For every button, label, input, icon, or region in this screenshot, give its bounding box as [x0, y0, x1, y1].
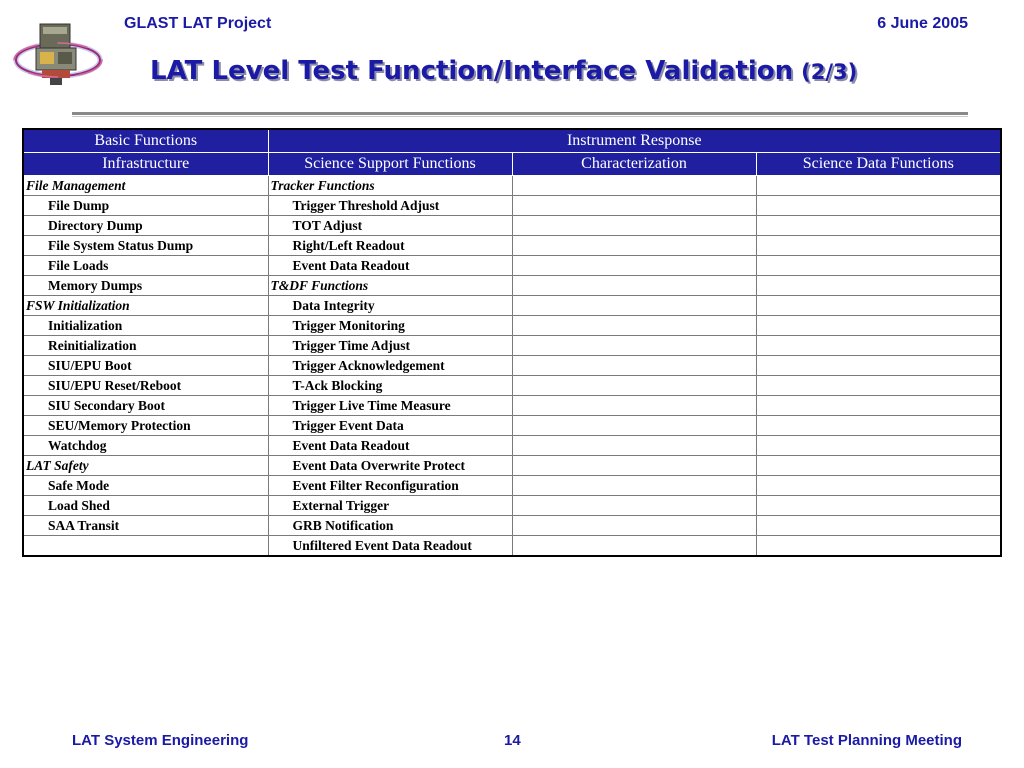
column-header-science-support: Science Support Functions — [268, 153, 512, 176]
science-data-cell — [756, 436, 1001, 456]
infrastructure-cell: Load Shed — [23, 496, 268, 516]
science-data-cell — [756, 536, 1001, 557]
infrastructure-cell: Watchdog — [23, 436, 268, 456]
science-support-cell: External Trigger — [268, 496, 512, 516]
infrastructure-cell: SIU/EPU Reset/Reboot — [23, 376, 268, 396]
table-row — [23, 436, 1001, 456]
characterization-cell — [512, 196, 756, 216]
table-row — [23, 236, 1001, 256]
characterization-cell — [512, 536, 756, 557]
characterization-cell — [512, 336, 756, 356]
table-row — [23, 396, 1001, 416]
group-header-row — [23, 129, 1001, 153]
science-data-cell — [756, 276, 1001, 296]
characterization-cell — [512, 256, 756, 276]
infrastructure-cell: File Management — [23, 176, 268, 196]
table-row — [23, 256, 1001, 276]
infrastructure-cell: FSW Initialization — [23, 296, 268, 316]
science-support-cell: Event Data Overwrite Protect — [268, 456, 512, 476]
science-support-cell: Trigger Acknowledgement — [268, 356, 512, 376]
group-header-instrument-response: Instrument Response — [268, 129, 1001, 153]
science-data-cell — [756, 176, 1001, 196]
table-row — [23, 276, 1001, 296]
title-divider — [72, 112, 968, 115]
infrastructure-cell — [23, 536, 268, 557]
table-row — [23, 216, 1001, 236]
table-row — [23, 536, 1001, 557]
infrastructure-cell: SIU/EPU Boot — [23, 356, 268, 376]
characterization-cell — [512, 276, 756, 296]
table-row — [23, 496, 1001, 516]
characterization-cell — [512, 296, 756, 316]
characterization-cell — [512, 216, 756, 236]
footer-organization: LAT System Engineering — [72, 732, 249, 749]
science-data-cell — [756, 316, 1001, 336]
column-header-infrastructure: Infrastructure — [23, 153, 268, 176]
science-support-cell: Trigger Time Adjust — [268, 336, 512, 356]
science-data-cell — [756, 196, 1001, 216]
header-date: 6 June 2005 — [877, 15, 968, 32]
science-data-cell — [756, 416, 1001, 436]
table-row — [23, 416, 1001, 436]
science-support-cell: Right/Left Readout — [268, 236, 512, 256]
science-data-cell — [756, 256, 1001, 276]
characterization-cell — [512, 176, 756, 196]
science-data-cell — [756, 516, 1001, 536]
infrastructure-cell: Safe Mode — [23, 476, 268, 496]
characterization-cell — [512, 456, 756, 476]
science-data-cell — [756, 396, 1001, 416]
science-support-cell: Trigger Live Time Measure — [268, 396, 512, 416]
table-row — [23, 376, 1001, 396]
infrastructure-cell: SEU/Memory Protection — [23, 416, 268, 436]
characterization-cell — [512, 396, 756, 416]
column-header-row — [23, 153, 1001, 176]
characterization-cell — [512, 416, 756, 436]
infrastructure-cell: File Dump — [23, 196, 268, 216]
science-data-cell — [756, 356, 1001, 376]
table-row — [23, 296, 1001, 316]
infrastructure-cell: Initialization — [23, 316, 268, 336]
science-support-cell: Unfiltered Event Data Readout — [268, 536, 512, 557]
page-number: 14 — [504, 732, 521, 749]
science-data-cell — [756, 336, 1001, 356]
science-data-cell — [756, 216, 1001, 236]
column-header-characterization: Characterization — [512, 153, 756, 176]
characterization-cell — [512, 236, 756, 256]
infrastructure-cell: File Loads — [23, 256, 268, 276]
science-support-cell: Tracker Functions — [268, 176, 512, 196]
table-row — [23, 176, 1001, 196]
infrastructure-cell: Memory Dumps — [23, 276, 268, 296]
table-row — [23, 336, 1001, 356]
infrastructure-cell: SIU Secondary Boot — [23, 396, 268, 416]
characterization-cell — [512, 496, 756, 516]
slide-title — [150, 56, 857, 86]
glast-logo-icon — [12, 14, 108, 90]
validation-table — [22, 128, 1002, 557]
footer-meeting: LAT Test Planning Meeting — [771, 732, 962, 749]
science-data-cell — [756, 476, 1001, 496]
slide-title-suffix: (2/3) — [801, 60, 858, 84]
characterization-cell — [512, 476, 756, 496]
infrastructure-cell: Directory Dump — [23, 216, 268, 236]
science-support-cell: Data Integrity — [268, 296, 512, 316]
infrastructure-cell: SAA Transit — [23, 516, 268, 536]
science-support-cell: Event Data Readout — [268, 436, 512, 456]
project-name: GLAST LAT Project — [124, 15, 272, 32]
science-data-cell — [756, 296, 1001, 316]
infrastructure-cell: Reinitialization — [23, 336, 268, 356]
science-support-cell: Event Filter Reconfiguration — [268, 476, 512, 496]
table-row — [23, 196, 1001, 216]
table-row — [23, 476, 1001, 496]
science-support-cell: T-Ack Blocking — [268, 376, 512, 396]
characterization-cell — [512, 516, 756, 536]
science-support-cell: Trigger Threshold Adjust — [268, 196, 512, 216]
science-support-cell: GRB Notification — [268, 516, 512, 536]
science-data-cell — [756, 376, 1001, 396]
table-row — [23, 316, 1001, 336]
table-row — [23, 516, 1001, 536]
science-data-cell — [756, 456, 1001, 476]
science-data-cell — [756, 236, 1001, 256]
science-support-cell: Event Data Readout — [268, 256, 512, 276]
infrastructure-cell: File System Status Dump — [23, 236, 268, 256]
column-header-science-data: Science Data Functions — [756, 153, 1001, 176]
infrastructure-cell: LAT Safety — [23, 456, 268, 476]
science-support-cell: Trigger Monitoring — [268, 316, 512, 336]
science-support-cell: T&DF Functions — [268, 276, 512, 296]
science-support-cell: TOT Adjust — [268, 216, 512, 236]
characterization-cell — [512, 376, 756, 396]
table-body — [23, 176, 1001, 557]
slide-title-main: LAT Level Test Function/Interface Validation — [150, 56, 794, 86]
title-divider-shadow — [72, 116, 968, 117]
characterization-cell — [512, 436, 756, 456]
table-row — [23, 456, 1001, 476]
science-support-cell: Trigger Event Data — [268, 416, 512, 436]
characterization-cell — [512, 316, 756, 336]
table-row — [23, 356, 1001, 376]
science-data-cell — [756, 496, 1001, 516]
characterization-cell — [512, 356, 756, 376]
group-header-basic-functions: Basic Functions — [23, 129, 268, 153]
